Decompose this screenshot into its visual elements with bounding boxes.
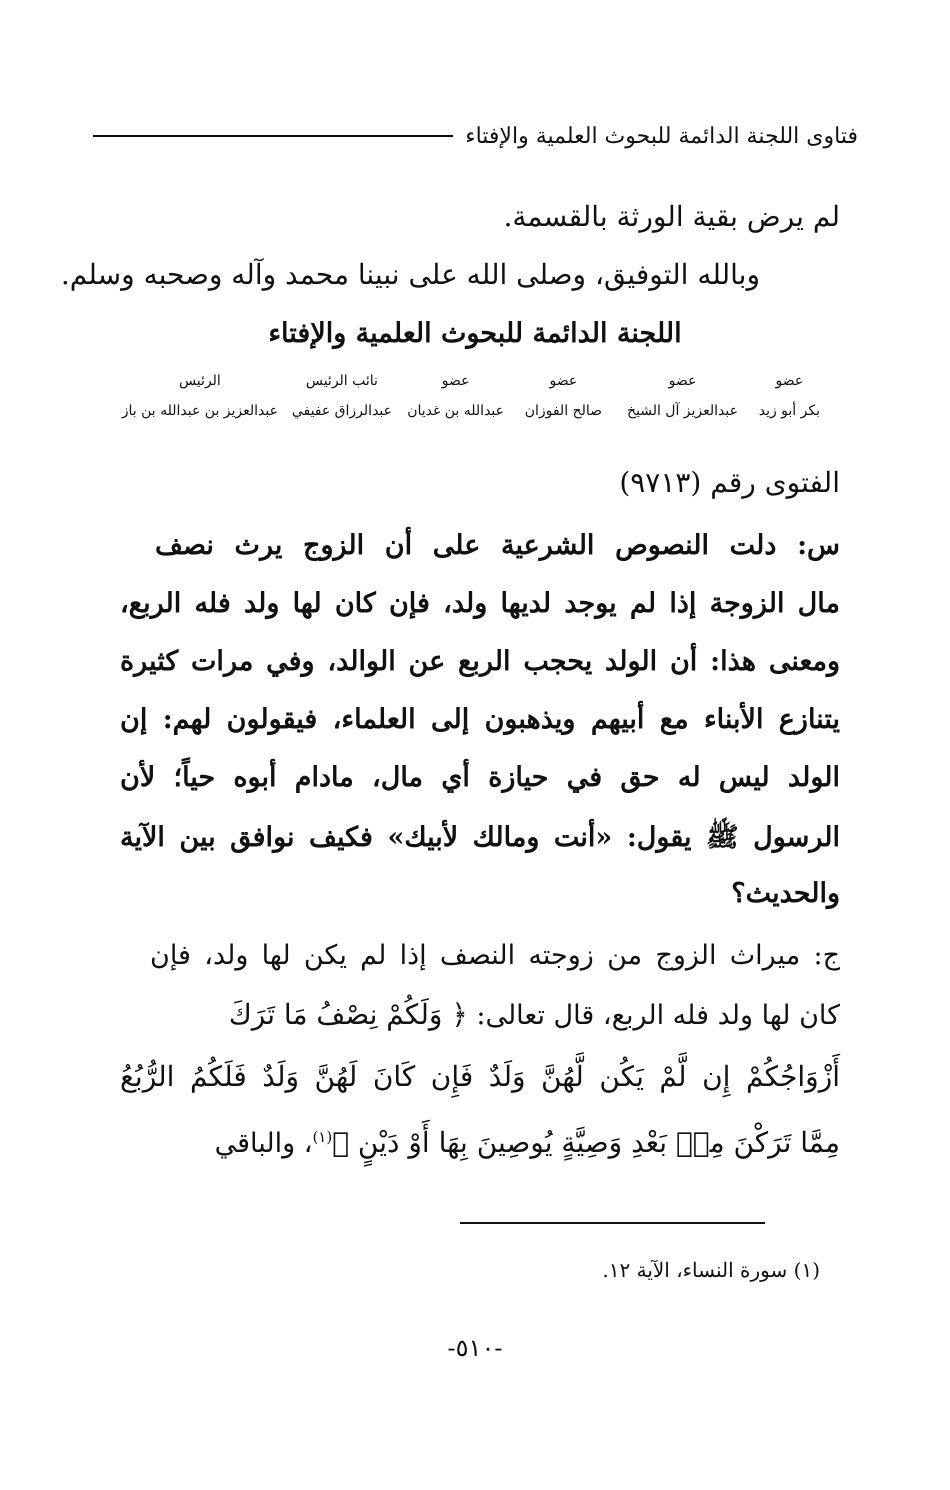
answer-line-2 xyxy=(120,998,840,1031)
header-rule xyxy=(93,135,453,137)
footnote: (١) سورة النساء، الآية ١٢. xyxy=(602,1258,820,1282)
signature-4 xyxy=(407,372,504,420)
signature-role: نائب الرئيس xyxy=(305,373,378,389)
signature-name: عبدالرزاق عفيفي xyxy=(291,403,392,419)
signature-5 xyxy=(292,372,392,420)
signature-block xyxy=(120,372,820,442)
question-line-7: والحديث؟ xyxy=(731,878,840,909)
signature-name: عبدالعزيز بن عبدالله بن باز xyxy=(121,403,278,419)
running-header xyxy=(93,118,858,154)
quran-verse-part-1: ﴿ وَلَكُمْ نِصْفُ مَا تَرَكَ xyxy=(228,998,468,1031)
opening-line-1: لم يرض بقية الورثة بالقسمة. xyxy=(503,200,840,233)
signature-1 xyxy=(759,372,820,420)
signature-name: عبدالله بن غديان xyxy=(407,403,504,419)
signature-role: عضو xyxy=(775,373,804,389)
signature-role: عضو xyxy=(441,373,470,389)
question-line-3: ومعنى هذا: أن الولد يحجب الربع عن الوالد، وفي مرات كثيرة xyxy=(120,646,840,677)
signature-role: عضو xyxy=(668,373,697,389)
answer-line-4 xyxy=(120,1126,840,1159)
footnote-rule xyxy=(460,1222,765,1224)
question-line-5: الولد ليس له حق في حيازة أي مال، مادام أبوه حياً؛ لأن xyxy=(120,762,840,793)
signature-2 xyxy=(627,372,738,420)
quran-verse-line-3: أَزْوَاجُكُمْ إِن لَّمْ يَكُن لَّهُنَّ وَلَدٌ فَإِن كَانَ لَهُنَّ وَلَدٌ فَلَكُمُ الرُّبُعُ xyxy=(120,1060,840,1093)
signature-name: عبدالعزيز آل الشيخ xyxy=(626,403,738,419)
signature-role: الرئيس xyxy=(178,373,221,389)
question-line-6: الرسول ﷺ يقول: «أنت ومالك لأبيك» فكيف نوافق بين الآية xyxy=(120,822,840,853)
answer-line-4-suffix: ، والباقي xyxy=(214,1128,313,1159)
question-line-1: س: دلت النصوص الشرعية على أن الزوج يرث نصف xyxy=(155,530,840,561)
signature-role: عضو xyxy=(549,373,578,389)
signature-name: بكر أبو زيد xyxy=(758,403,820,419)
answer-line-2-prefix: كان لها ولد فله الربع، قال تعالى: xyxy=(476,1000,840,1031)
question-line-2: مال الزوجة إذا لم يوجد لديها ولد، فإن كان لها ولد فله الربع، xyxy=(120,588,840,619)
running-title: فتاوى اللجنة الدائمة للبحوث العلمية والإفتاء xyxy=(465,123,858,149)
footnote-ref: (١) xyxy=(312,1128,333,1146)
signature-6 xyxy=(122,372,278,420)
page-number: -٥١٠- xyxy=(447,1334,503,1362)
committee-title: اللجنة الدائمة للبحوث العلمية والإفتاء xyxy=(268,318,682,349)
opening-line-2: وبالله التوفيق، وصلى الله على نبينا محمد وآله وصحبه وسلم. xyxy=(60,258,760,291)
quran-verse-line-4: مِمَّا تَرَكْنَ مِنۢ بَعْدِ وَصِيَّةٍ يُوصِينَ بِهَا أَوْ دَيْنٍ ﴾ xyxy=(332,1126,840,1159)
fatwa-number: الفتوى رقم (٩٧١٣) xyxy=(619,466,840,499)
signature-3 xyxy=(525,372,602,420)
answer-line-1: ج: ميراث الزوج من زوجته النصف إذا لم يكن لها ولد، فإن xyxy=(150,940,840,971)
signature-name: صالح الفوزان xyxy=(524,403,602,419)
question-line-4: يتنازع الأبناء مع أبيهم ويذهبون إلى العلماء، فيقولون لهم: إن xyxy=(120,704,840,735)
